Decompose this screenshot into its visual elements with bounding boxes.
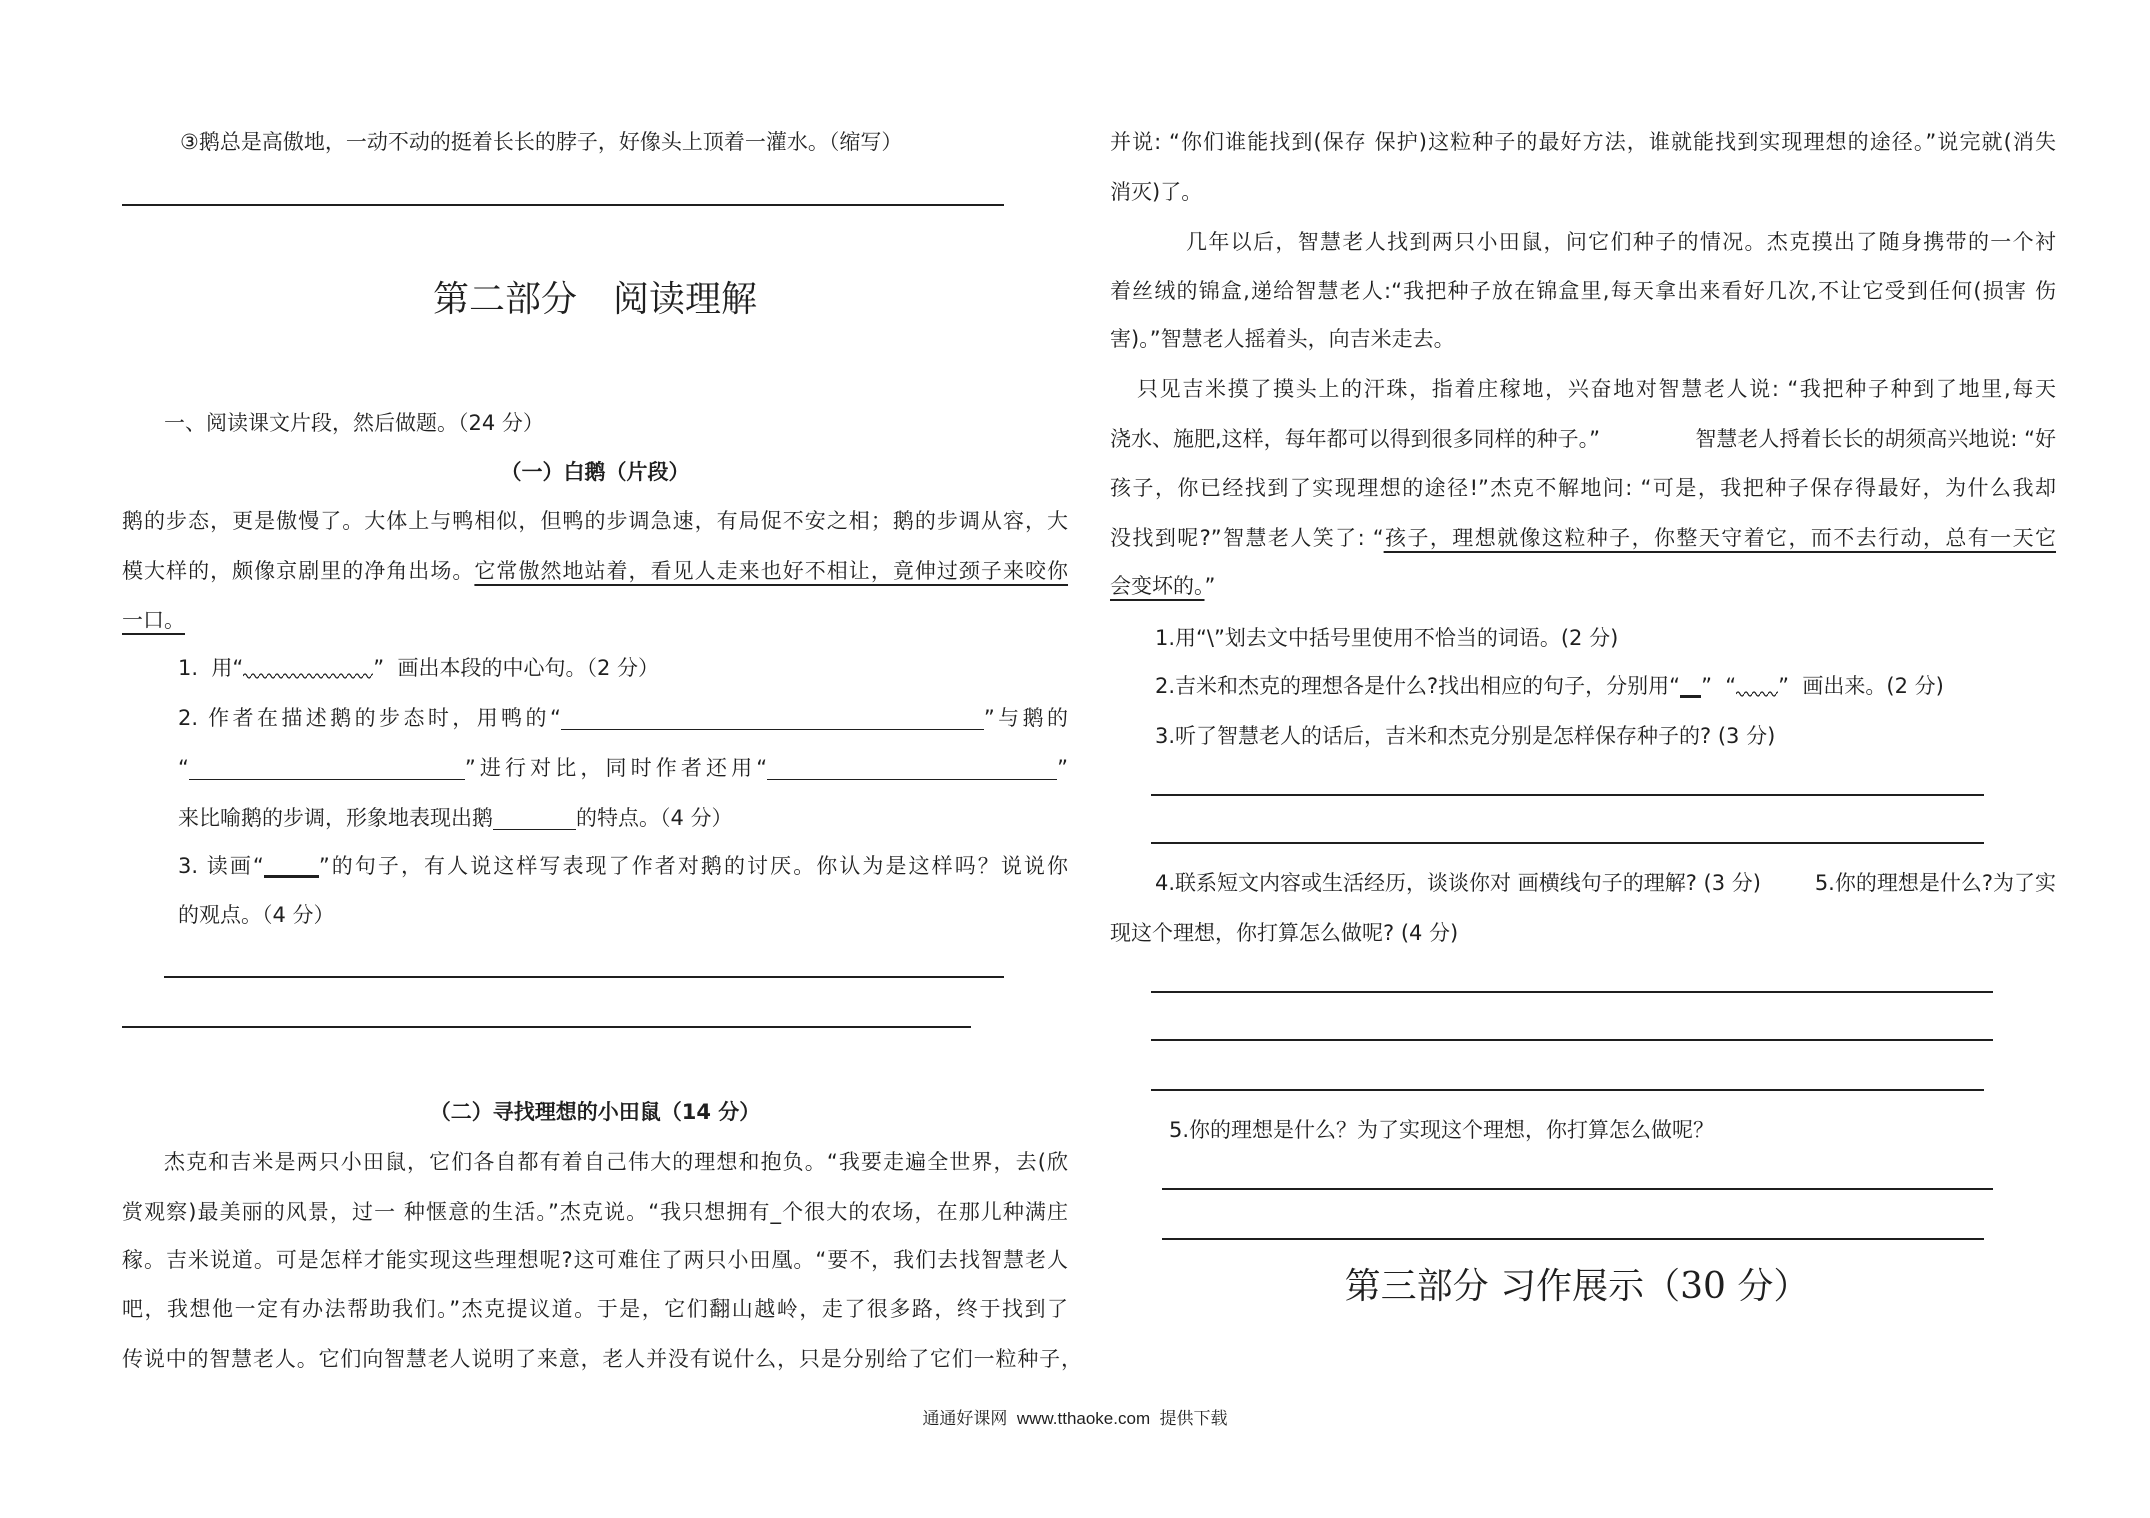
underlined-sentence: 一口。 [122,608,185,632]
question-2 [178,694,1068,743]
passage-line: 几年以后，智慧老人找到两只小田鼠，问它们种子的情况。杰克摸出了随身携带的一个衬 [1186,230,2056,254]
underlined-sentence: 会变坏的。 [1110,574,1205,598]
wavy-line-mark [243,669,373,681]
passage-title: （二）寻找理想的小田鼠（14 分） [429,1100,761,1124]
page-footer: 通通好课网 www.tthaoke.com 提供下载 [922,1409,1228,1428]
question-text: ” 画出本段的中心句。（2 分） [373,656,660,680]
passage-line: 吧，我想他一定有办法帮助我们。”杰克提议道。于是，它们翻山越岭，走了很多路，终于找到了 [122,1297,1068,1321]
passage-line: 浇水、施肥,这样，每年都可以得到很多同样的种子。” [1110,427,1601,451]
fill-in-blank [189,758,465,780]
passage-line: 稼。吉米说道。可是怎样才能实现这些理想呢?这可难住了两只小田凰。“要不，我们去找智慧老人 [122,1248,1068,1272]
answer-line [164,976,1004,978]
wavy-line-mark [1736,687,1778,699]
part2-title: 第二部分 阅读理解 [432,279,757,320]
straight-line-mark [1680,676,1701,698]
question-text: 1. 用“ [178,656,244,680]
question-3 [178,842,1068,891]
passage-line: 赏观察)最美丽的风景，过一 种惬意的生活。”杰克说。“我只想拥有_个很大的农场，在那儿种满庄 [122,1200,1068,1224]
question-text: ”进行对比，同时作者还用“ [464,756,768,780]
part3-title: 第三部分 习作展示（30 分） [1344,1266,1810,1307]
passage-title: （一）白鹅（片段） [500,460,690,484]
passage-line: 害)。”智慧老人摇着头，向吉米走去。 [1110,327,1455,351]
question-text: “ [178,756,189,780]
underlined-sentence: 它常傲然地站着，看见人走来也好不相让，竟伸过颈子来咬你 [474,559,1069,583]
passage-line [122,547,1068,596]
passage-line: 智慧老人捋着长长的胡须高兴地说: “好 [1695,427,2056,451]
passage-line: 并说: “你们谁能找到(保存 保护)这粒种子的最好方法，谁就能找到实现理想的途径。”说完就(消失 [1110,130,2056,154]
answer-line [122,1026,971,1028]
question-2-continued [178,794,733,843]
question-5-inline: 5.你的理想是什么?为了实 [1814,871,2056,895]
answer-line [1162,1188,1993,1190]
question-text: ” [1057,756,1068,780]
passage-text: ” [1204,574,1216,598]
question-text: 来比喻鹅的步调，形象地表现出鹅 [178,806,493,830]
question-5: 5.你的理想是什么？为了实现这个理想，你打算怎么做呢？ [1169,1118,1715,1142]
question-1 [178,644,659,693]
passage-line [1110,562,1215,611]
question-3: 3.听了智慧老人的话后，吉米和杰克分别是怎样保存种子的? (3 分) [1155,724,1776,748]
question-3-continued: 的观点。（4 分） [178,903,335,927]
rewrite-exercise-item: ③鹅总是高傲地，一动不动的挺着长长的脖子，好像头上顶着一灌水。（缩写） [180,130,903,154]
answer-line [122,204,1004,206]
passage-text: 没找到呢?”智慧老人笑了: “ [1110,526,1384,550]
question-4: 4.联系短文内容或生活经历，谈谈你对 画横线句子的理解? (3 分) [1155,871,1761,895]
passage-line: 传说中的智慧老人。它们向智慧老人说明了来意，老人并没有说什么，只是分别给了它们一粒种子， [122,1347,1082,1371]
question-text: 2. 作者在描述鹅的步态时，用鸭的“ [178,706,561,730]
passage-line: 着丝绒的锦盒,递给智慧老人:“我把种子放在锦盒里,每天拿出来看好几次,不让它受到任何(损害 伤 [1110,279,2056,303]
passage-line: 鹅的步态，更是傲慢了。大体上与鸭相似，但鸭的步调急速，有局促不安之相；鹅的步调从容，大 [122,509,1068,533]
answer-line [1151,1089,1984,1091]
passage-line [1110,514,2056,563]
question-text: ”与鹅的 [983,706,1068,730]
answer-line [1151,1039,1993,1041]
question-text: ” 画出来。(2 分) [1778,674,1944,698]
question-text: ”的句子，有人说这样写表现了作者对鹅的讨厌。你认为是这样吗？说说你 [318,854,1068,878]
question-text: 2.吉米和杰克的理想各是什么?找出相应的句子，分别用“ [1155,674,1681,698]
question-text: 3. 读画“ [178,854,264,878]
question-text: 的特点。（4 分） [576,806,733,830]
answer-line [1151,991,1993,993]
answer-line [1162,1238,1984,1240]
question-1: 1.用“\”划去文中括号里使用不恰当的词语。(2 分) [1155,626,1619,650]
section-heading: 一、阅读课文片段，然后做题。（24 分） [164,411,544,435]
passage-line: 杰克和吉米是两只小田鼠，它们各自都有着自己伟大的理想和抱负。“我要走遍全世界，去(欣 [164,1150,1068,1174]
fill-in-blank [561,708,984,730]
answer-line [1151,794,1984,796]
passage-text: 模大样的，颇像京剧里的净角出场。 [122,559,475,583]
passage-line: 只见吉米摸了摸头上的汗珠，指着庄稼地，兴奋地对智慧老人说: “我把种子种到了地里,每天 [1137,377,2056,401]
passage-line: 孩子，你已经找到了实现理想的途径!”杰克不解地问: “可是，我把种子保存得最好，为什么我却 [1110,476,2056,500]
answer-line [1151,842,1984,844]
passage-line [122,596,185,645]
question-2 [1155,662,1944,711]
passage-line: 消灭)了。 [1110,180,1203,204]
underlined-sentence: 孩子，理想就像这粒种子，你整天守着它，而不去行动，总有一天它 [1383,526,2057,550]
straight-line-mark [264,856,319,878]
question-2-continued [178,744,1068,793]
question-text: ” “ [1701,674,1737,698]
fill-in-blank [493,808,576,830]
question-5-inline-continued: 现这个理想，你打算怎么做呢? (4 分) [1110,921,1459,945]
fill-in-blank [767,758,1057,780]
